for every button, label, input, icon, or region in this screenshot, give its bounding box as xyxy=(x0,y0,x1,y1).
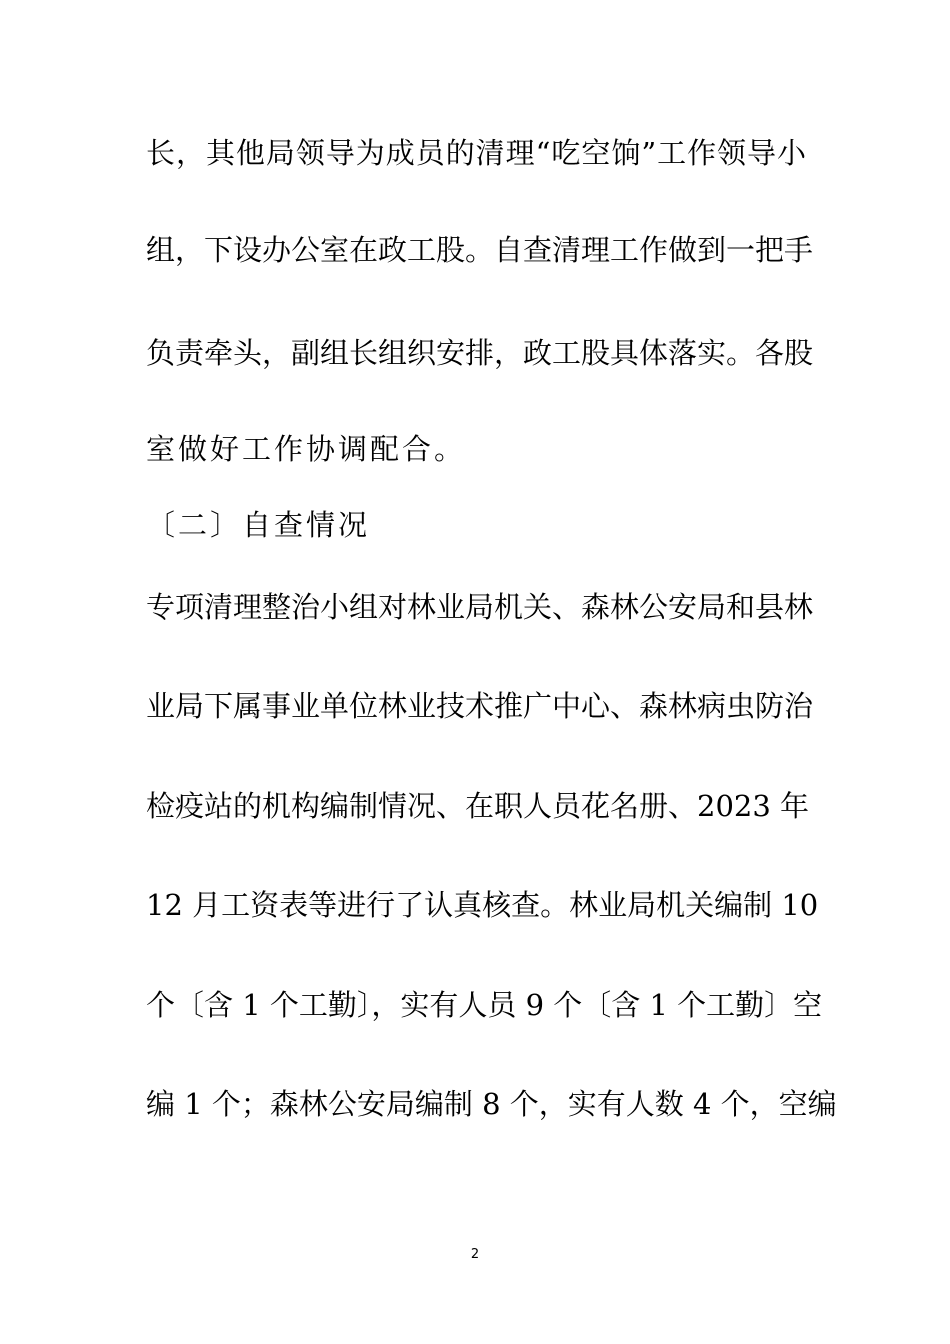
body-text-line: 长，其他局领导为成员的清理“吃空饷”工作领导小 xyxy=(146,136,806,170)
body-text-line: 编 1 个；森林公安局编制 8 个，实有人数 4 个，空编 xyxy=(146,1087,837,1121)
body-text-line: 专项清理整治小组对林业局机关、森林公安局和县林 xyxy=(146,590,814,624)
body-text-line: 组，下设办公室在政工股。自查清理工作做到一把手 xyxy=(146,233,814,267)
section-heading: 〔二〕自查情况 xyxy=(146,508,371,542)
body-text-line: 检疫站的机构编制情况、在职人员花名册、2023 年 xyxy=(146,789,810,823)
body-text-line: 个〔含 1 个工勤〕，实有人员 9 个〔含 1 个工勤〕空 xyxy=(146,988,823,1022)
body-text-line: 负责牵头，副组长组织安排，政工股具体落实。各股 xyxy=(146,336,814,370)
body-text-line: 室做好工作协调配合。 xyxy=(146,432,467,466)
page-number: 2 xyxy=(470,1247,480,1262)
body-text-line: 12 月工资表等进行了认真核查。林业局机关编制 10 xyxy=(146,888,819,922)
body-text-line: 业局下属事业单位林业技术推广中心、森林病虫防治 xyxy=(146,689,814,723)
